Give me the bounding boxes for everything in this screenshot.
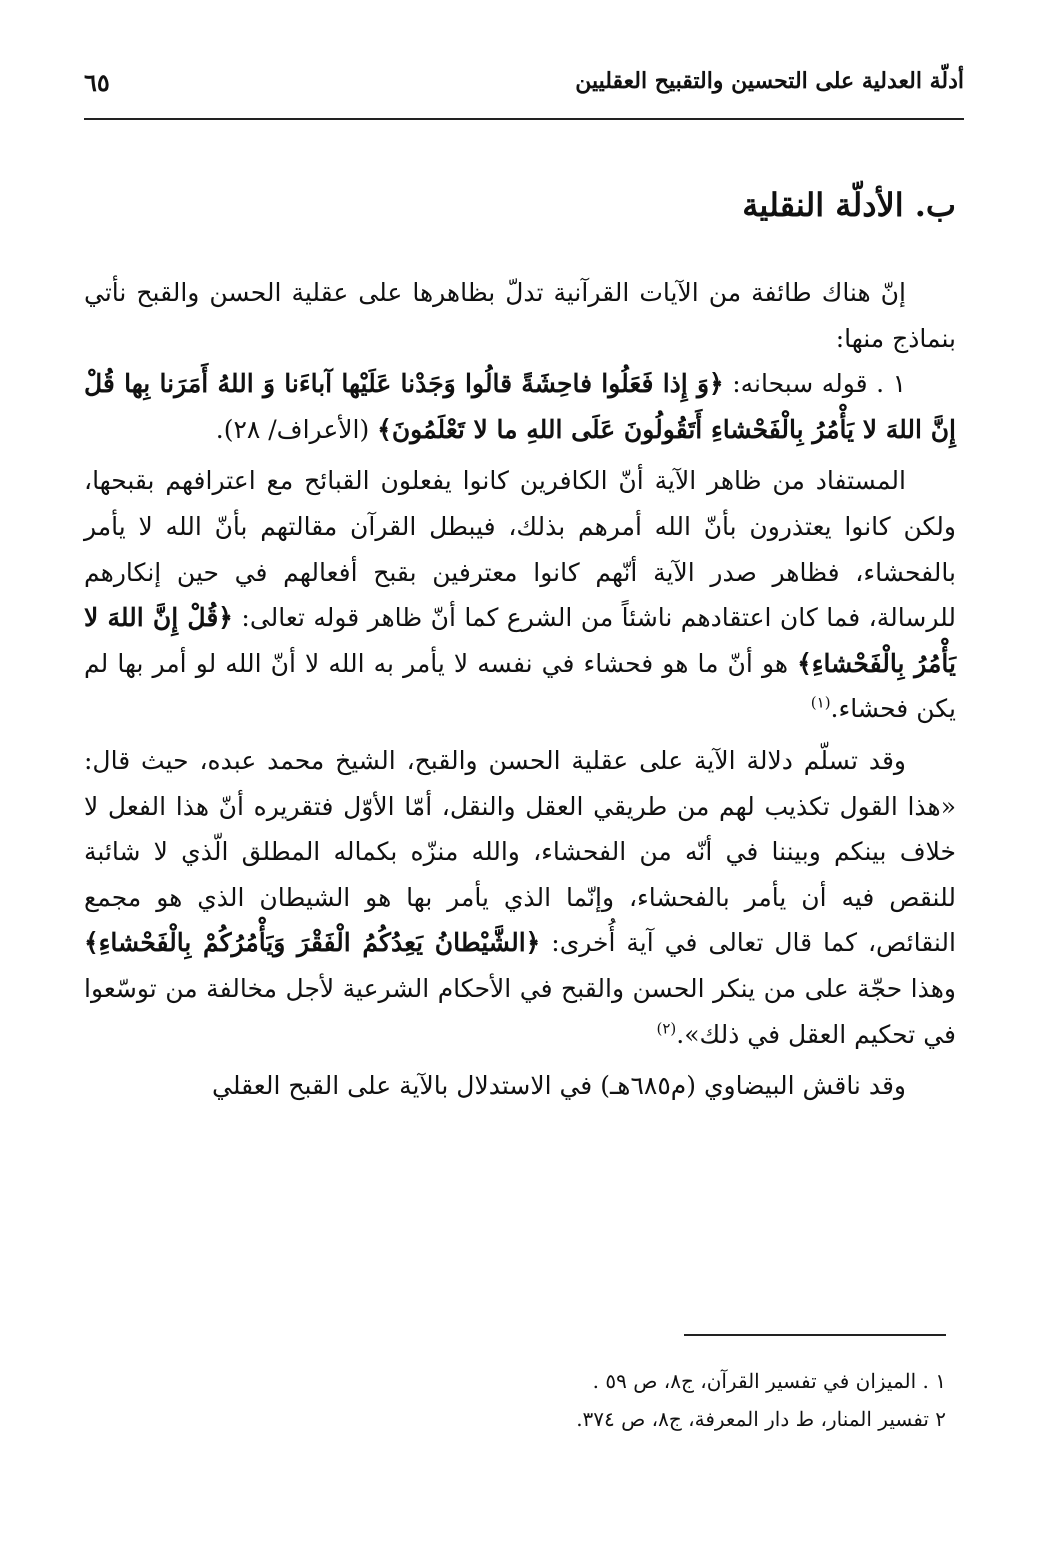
quran-verse: ﴿وَ إِذا فَعَلُوا فاحِشَةً قالُوا وَجَدْنا عَلَيْها آباءَنا وَ اللهُ أَمَرَنا بِها قُلْ إِنَّ اللهَ لا يَأْمُرُ بِالْفَحْشاءِ أَتَقُولُونَ عَلَى اللهِ ما لا تَعْلَمُونَ﴾	[84, 369, 956, 444]
verse-reference: (الأعراف/ ٢٨).	[215, 414, 378, 444]
paragraph-abduh-quote	[84, 738, 956, 1057]
footnote-divider	[684, 1334, 946, 1336]
verse-intro: ١ . قوله سبحانه:	[723, 369, 906, 399]
page-header	[84, 64, 964, 108]
paragraph-explanation	[84, 458, 956, 732]
header-divider	[84, 118, 964, 120]
page-number: ٦٥	[84, 68, 110, 97]
footnote-marker: (٢)	[656, 1019, 677, 1038]
footnote-item: ٢ تفسير المنار، ط دار المعرفة، ج٨، ص ٣٧٤.	[576, 1407, 946, 1431]
explanation-text-a: المستفاد من ظاهر الآية أنّ الكافرين كانوا يفعلون القبائح مع اعترافهم بقبحها، ولكن كانوا يعتذرون بأنّ الله أمرهم بذلك، فيبطل القرآن مقالتهم بأنّ الله لا يأمر بالفحشاء، فظاهر صدر الآية أنّهم كانوا معترفين بقبح أفعالهم في حين إنكارهم للرسالة، فما كان اعتقادهم ناشئاً من الشرع كما أنّ ظاهر قوله تعالى:	[84, 466, 957, 633]
footnotes	[84, 1362, 956, 1438]
explanation-text-b: هو أنّ ما هو فحشاء في نفسه لا يأمر به الله لا أنّ الله لو أمر بها لم يكن فحشاء.	[84, 648, 956, 724]
quran-verse: ﴿قُلْ إِنَّ اللهَ لا يَأْمُرُ بِالْفَحْشاءِ﴾	[84, 603, 956, 678]
running-title: أدلّة العدلية على التحسين والتقبيح العقليين	[575, 68, 964, 94]
main-text	[84, 270, 956, 1109]
footnote-item: ١ . الميزان في تفسير القرآن، ج٨، ص ٥٩ .	[592, 1369, 946, 1393]
paragraph-verse-1	[84, 361, 956, 452]
paragraph-baydawi: وقد ناقش البيضاوي (م٦٨٥هـ) في الاستدلال بالآية على القبح العقلي	[212, 1071, 906, 1101]
quote-text-a: وقد تسلّم دلالة الآية على عقلية الحسن والقبح، الشيخ محمد عبده، حيث قال: «هذا القول تكذيب لهم من طريقي العقل والنقل، أمّا الأوّل فتقريره أنّ هذا الفعل لا خلاف بينكم وبيننا في أنّه من الفحشاء، والله منزّه بكماله المطلق الّذي لا شائبة للنقص فيه أن يأمر بالفحشاء، وإنّما الذي يأمر بها هو الشيطان الذي هو مجمع النقائص، كما قال تعالى في آية أُخرى:	[84, 745, 956, 958]
section-heading: ب. الأدلّة النقلية	[742, 186, 956, 224]
footnote-marker: (١)	[810, 694, 831, 713]
paragraph-intro: إنّ هناك طائفة من الآيات القرآنية تدلّ بظاهرها على عقلية الحسن والقبح نأتي بنماذج منها:	[84, 278, 956, 353]
quran-verse: ﴿الشَّيْطانُ يَعِدُكُمُ الْفَقْرَ وَيَأْمُرُكُمْ بِالْفَحْشاءِ﴾	[84, 928, 541, 958]
quote-text-b: وهذا حجّة على من ينكر الحسن والقبح في الأحكام الشرعية لأجل مخالفة من توسّعوا في تحكيم العقل في ذلك».	[84, 973, 956, 1049]
